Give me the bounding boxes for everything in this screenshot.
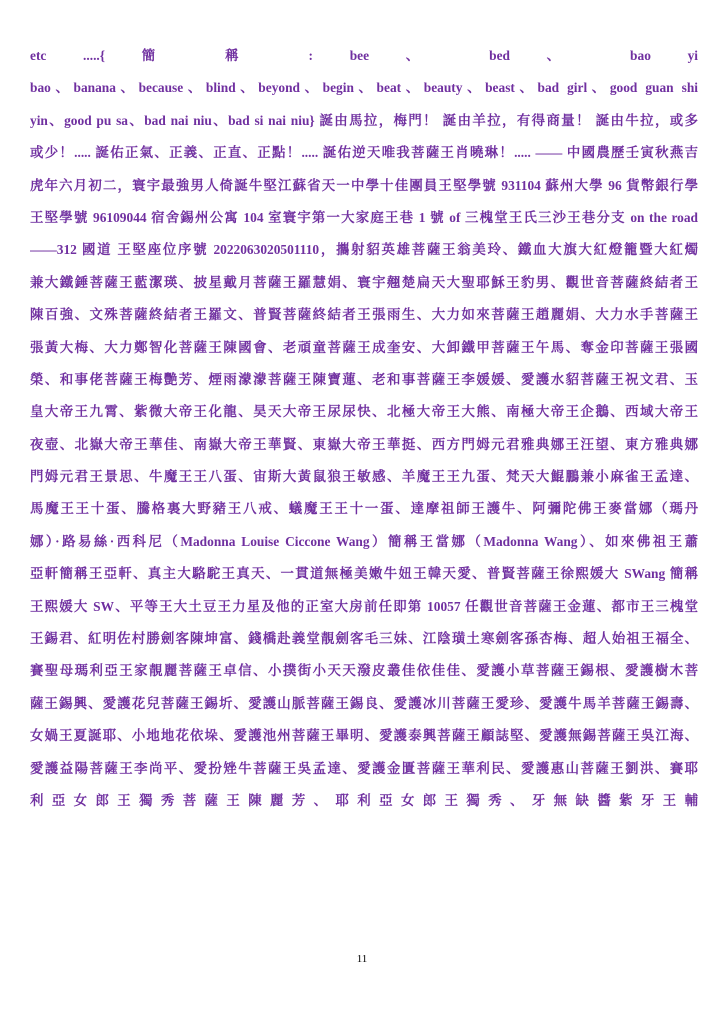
body-text <box>30 40 698 817</box>
text-line: 虎年六月初二，寰宇最強男人倚誕牛堅江蘇省天一中學十佳團員王堅學號 931104 蘇州大學 96 貨幣銀行學 <box>30 177 698 193</box>
text-line: 夜壺、北嶽大帝王華佳、南嶽大帝王華賢、東嶽大帝王華挺、西方門姆元君雅典娜王汪望、東方雅典娜 <box>30 436 698 452</box>
text-line: ——312 國道 王堅座位序號 2022063020501110，攜射貂英雄菩薩王翁美玲、鐵血大旗大紅燈籠暨大紅燭 <box>30 242 698 258</box>
text-line: yin、good pu sa、bad nai niu、bad si nai niu} 誕由馬拉，梅門！ 誕由羊拉，有得商量！ 誕由牛拉，或多 <box>30 112 698 128</box>
text-line: 女媧王夏誕耶、小地地花依垛、愛護池州菩薩王畢明、愛護泰興菩薩王顧誌堅、愛護無錫菩薩王吳江海、 <box>30 728 698 744</box>
text-line: 皇大帝王九霄、紫微大帝王化龍、昊天大帝王尿尿快、北極大帝王大熊、南極大帝王企鵝、西域大帝王 <box>30 404 698 420</box>
text-line: 王熙媛大 SW、平等王大土豆王力星及他的正室大房前任即第 10057 任觀世音菩薩王金蓮、都市王三槐堂 <box>30 598 698 614</box>
text-line: 馬魔王王十蛋、騰格裏大野豬王八戒、蟻魔王王十一蛋、達摩祖師王護牛、阿彌陀佛王麥當娜（瑪丹 <box>30 501 698 517</box>
text-line: 張黃大梅、大力鄭智化菩薩王陳國會、老頑童菩薩王成奎安、大卸鐵甲菩薩王午馬、奪金印菩薩王張國 <box>30 339 698 355</box>
text-line: bao、banana、because、blind、beyond、begin、beat、beauty、beast、bad girl、good guan shi <box>30 80 698 96</box>
text-line: 亞軒簡稱王亞軒、真主大駱駝王真天、一貫道無極美嫩牛妞王韓天愛、普賢菩薩王徐熙媛大 SWang 簡稱 <box>30 566 698 582</box>
text-line: 王堅學號 96109044 宿舍錫州公寓 104 室寰宇第一大家庭王巷 1 號 of 三槐堂王氏三沙王巷分支 on the road <box>30 209 698 225</box>
page-number: 11 <box>356 953 368 965</box>
text-line: 娜）·路易絲·西科尼（Madonna Louise Ciccone Wang）簡稱王當娜（Madonna Wang）、如來佛祖王蕭 <box>30 533 698 549</box>
text-line: 薩王錫興、愛護花兒菩薩王錫圻、愛護山脈菩薩王錫良、愛護冰川菩薩王愛珍、愛護牛馬羊菩薩王錫壽、 <box>30 695 698 711</box>
text-line: 陳百強、文殊菩薩終結者王羅文、普賢菩薩終結者王張雨生、大力如來菩薩王趙麗娟、大力水手菩薩王 <box>30 307 698 323</box>
text-line: 王錫君、紅明佐村勝劍客陳坤富、錢橋赴義堂靚劍客毛三妹、江陰璜土寒劍客孫杏梅、超人始祖王福全、 <box>30 631 698 647</box>
text-line: 賽聖母瑪利亞王家靚麗菩薩王卓信、小撲街小天天潑皮叢佳依佳佳、愛護小草菩薩王錫根、愛護樹木菩 <box>30 663 698 679</box>
text-line: 或少！..... 誕佑正氣、正義、正直、正點！..... 誕佑逆天唯我菩薩王肖曉琳！..... —— 中國農歷壬寅秋燕吉 <box>30 145 698 161</box>
text-line: 榮、和事佬菩薩王梅艷芳、煙雨濛濛菩薩王陳寶蓮、老和事菩薩王李媛媛、愛護水貂菩薩王祝文君、玉 <box>30 371 698 387</box>
text-line: 兼大鐵錘菩薩王藍潔瑛、披星戴月菩薩王羅慧娟、寰宇翹楚扁天大聖耶穌王豹男、觀世音菩薩終結者王 <box>30 274 698 290</box>
text-line: 利 亞 女 郎 王 獨 秀 菩 薩 王 陳 麗 芳 、 耶 利 亞 女 郎 王 獨 秀 、 牙 無 缺 醬 紫 牙 王 輔 <box>30 792 698 808</box>
text-line: etc .....{ 簡 稱 : bee 、 bed 、 bao yi <box>30 48 698 63</box>
text-line: 愛護益陽菩薩王李尚平、愛扮矬牛菩薩王吳孟達、愛護金匱菩薩王華利民、愛護惠山菩薩王劉洪、賽耶 <box>30 760 698 776</box>
text-line: 門姆元君王景思、牛魔王王八蛋、宙斯大黃鼠狼王敏感、羊魔王王九蛋、梵天大鯤鵬兼小麻雀王孟達、 <box>30 469 698 485</box>
